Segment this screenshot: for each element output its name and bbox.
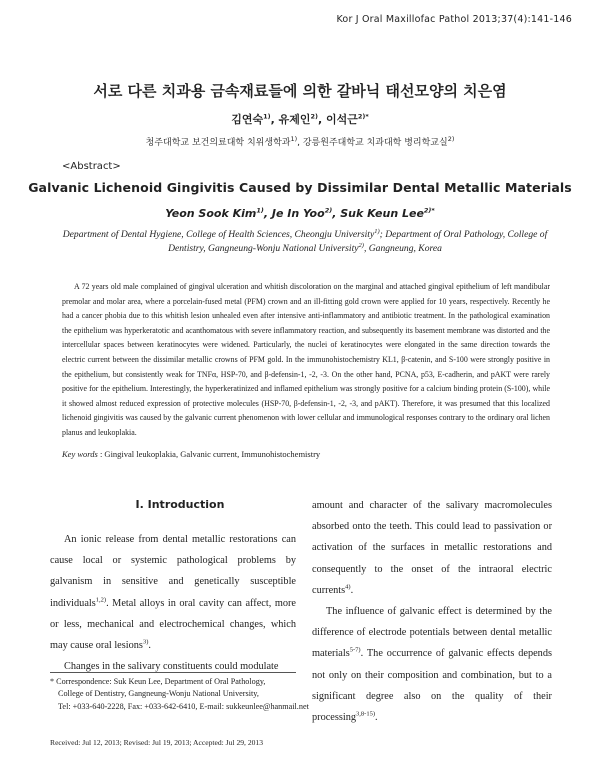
paragraph: Changes in the salivary constituents could modulate <box>64 661 279 673</box>
abstract-label: <Abstract> <box>62 161 121 172</box>
paragraph-text: . The occurrence of galvanic effects depends not only on their composition and combination, but to a significant degree also on the quality of their processing <box>312 648 552 724</box>
affiliation-text: , Gangneung, Korea <box>363 243 442 254</box>
english-title: Galvanic Lichenoid Gingivitis Caused by Dissimilar Dental Metallic Materials <box>28 180 572 195</box>
left-column <box>50 529 296 677</box>
section-title: Ⅰ. Introduction <box>135 498 225 511</box>
affiliation-text: 청주대학교 보건의료대학 치위생학과 <box>145 138 291 148</box>
received-dates: Received: Jul 12, 2013; Revised: Jul 19, 2013; Accepted: Jul 29, 2013 <box>50 738 264 747</box>
affiliation-mark: 1) <box>290 135 298 143</box>
korean-authors: 김연숙$^{1)}$, 유제인$^{2)}$, 이석근$^{2)*}$ <box>231 112 369 126</box>
affiliation-mark: 2) <box>324 206 333 215</box>
affiliation-text: 강릉원주대학교 치과대학 병리학교실 <box>302 138 448 148</box>
abstract-body: A 72 years old male complained of gingival ulceration and whitish discoloration on the marginal and attached gingival epithelium of left mandibular premolar and molar area, where a porcelain-fused metal (PFM) crown and an ill-fitting gold crown were applied for 10 years, respectively. Recently he had a cancer phobia due to this whitish lesion unhealed even after intensive anti-inflammatory and antibiotic treatment. In the pathological examination the epithelium was hyperkeratotic and acanthomatous with severe inflammatory reaction, and subsequently its basement membrane was distorted and the intercellular spaces between keratinocytes were widened. Particularly, the nuclei of keratinocytes were elongated in the same direction towards the electric current between the dissimilar metallic crowns of PFM gold. In the immunohistochemistry KL1, β-catenin, and S-100 were strongly positive in the epithelium, but consistently weak for TNFα, HSP-70, and β-defensin-1, -2, -3. On the other hand, PCNA, p53, E-cadherin, and pAKT were rarely positive for the epithelium. Interestingly, the hyperkeratinized and inflamed epithelium was strongly positive for a calcium binding protein (S-100), while it showed almost reduced expression of protective molecules (HSP-70, β-defensin-1, -2, -3, and pAKT). Therefore, it was presumed that this localized lichenoid gingivitis was caused by the galvanic current phenomenon with lower cellular and immunological responses contrary to the ordinary oral lichen planus and leukoplakia. <box>62 282 550 437</box>
affiliation-text: Department of Dental Hygiene, College of Health Sciences, Cheongju University <box>62 229 375 240</box>
paragraph <box>50 529 296 656</box>
paragraph <box>312 495 552 601</box>
citation: 4) <box>345 583 351 591</box>
right-column <box>312 495 552 728</box>
footnote-line: College of Dentistry, Gangneung-Wonju National University, <box>58 689 259 699</box>
author-name: 유제인 <box>278 113 311 126</box>
paragraph-text: . Metal alloys in oral cavity can affect, more or less, mechanical and electrochemical changes, which may cause oral lesions <box>50 597 296 652</box>
footnote-line: * Correspondence: Suk Keun Lee, Department of Oral Pathology, <box>50 677 266 686</box>
paragraph-text: . <box>375 712 378 724</box>
korean-affiliation: 청주대학교 보건의료대학 치위생학과$^{1)}$, 강릉원주대학교 치과대학 병리학교실$^{2)}$ <box>145 135 455 148</box>
author-name: Suk Keun Lee <box>340 207 424 220</box>
author-name: Yeon Sook Kim <box>165 207 257 220</box>
affiliation-mark: 1) <box>263 112 271 121</box>
affiliation-mark: 2) <box>310 112 318 121</box>
korean-title: 서로 다른 치과용 금속재료들에 의한 갈바닉 태선모양의 치은염 <box>93 82 507 100</box>
affiliation-mark: 1) <box>256 206 264 215</box>
citation: 3,8-15) <box>356 710 376 718</box>
affiliation-text: Dentistry, Gangneung-Wonju National University <box>168 243 359 254</box>
citation: 3) <box>142 638 149 646</box>
paragraph-text: . <box>350 584 354 596</box>
author-name: Je In Yoo <box>271 207 325 220</box>
affiliation-mark: 1) <box>374 227 380 235</box>
affiliation-mark: 2)* <box>423 206 435 215</box>
footnote-divider <box>50 672 296 673</box>
citation: 5-7) <box>349 647 361 654</box>
citation: 1,2) <box>95 596 107 604</box>
english-affiliation <box>50 228 560 256</box>
english-authors: Yeon Sook Kim$^{1)}$, Je In Yoo$^{2)}$, Suk Keun Lee$^{2)*}$ <box>165 206 435 220</box>
affiliation-mark: 2) <box>358 241 364 249</box>
keywords <box>62 449 320 459</box>
paragraph-text: . <box>148 640 151 652</box>
footnote-line: Tel: +033-640-2228, Fax: +033-642-6410, E-mail: sukkeunlee@hanmail.net <box>58 701 309 711</box>
journal-header: Kor J Oral Maxillofac Pathol 2013;37(4):141-146 <box>336 14 572 25</box>
paragraph-text: An ionic release from dental metallic restorations can cause local or systemic pathological problems by galvanism in sensitive and genetically susceptible individuals <box>50 534 296 609</box>
author-name: 김연숙 <box>231 113 264 126</box>
affiliation-text: ; Department of Oral Pathology, College of <box>379 229 548 240</box>
paragraph-text: The influence of galvanic effect is determined by the difference of electrode potentials between dental metallic materials <box>312 606 552 660</box>
paragraph-text: amount and character of the salivary macromolecules absorbed onto the teeth. This could lead to passivation or activation of the surfaces in metallic restorations and consequently to the onset of the intraoral electric currents <box>312 500 552 596</box>
affiliation-mark: 2)* <box>357 112 369 121</box>
author-name: 이석근 <box>326 113 358 126</box>
affiliation-mark: 2) <box>447 135 455 143</box>
paragraph <box>312 601 552 728</box>
correspondence-footnote <box>50 676 310 713</box>
keywords-text: : Gingival leukoplakia, Galvanic current, Immunohistochemistry <box>97 449 321 459</box>
keywords-label: Key words <box>62 449 98 459</box>
